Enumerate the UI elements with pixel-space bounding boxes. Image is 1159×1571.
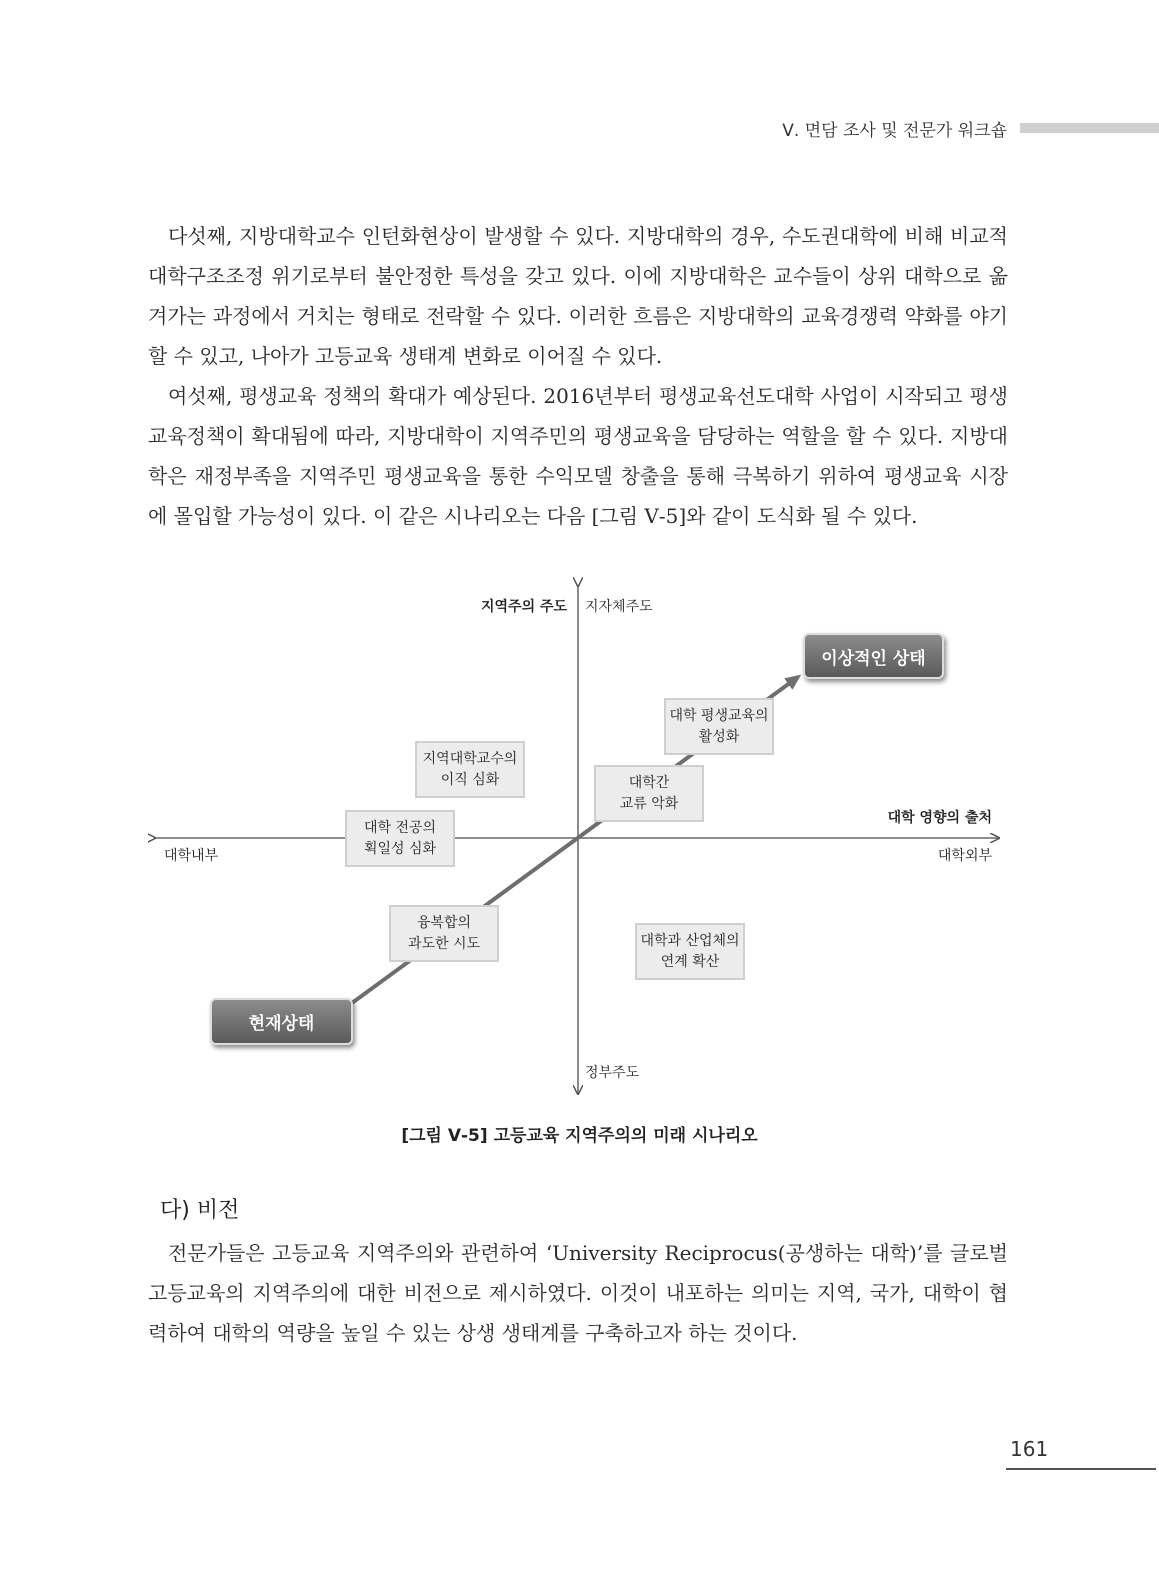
page-number: 161	[1010, 1437, 1049, 1461]
box-industry-linkage	[635, 923, 745, 980]
box-line: 이직 심화	[440, 771, 500, 788]
page-number-rule	[1006, 1468, 1156, 1470]
box-line: 과도한 시도	[407, 935, 481, 952]
box-line: 연계 확산	[660, 953, 720, 970]
x-axis-left-label: 대학내부	[164, 848, 219, 864]
body-paragraphs-1	[148, 216, 1008, 536]
paragraph: 다섯째, 지방대학교수 인턴화현상이 발생할 수 있다. 지방대학의 경우, 수도권대학에 비해 비교적 대학구조조정 위기로부터 불안정한 특성을 갖고 있다. 이에 지방대학은 교수들이 상위 대학으로 옮겨가는 과정에서 거치는 형태로 전락할 수 있다. 이러한 흐름은 지방대학의 교육경쟁력 약화를 야기할 수 있고, 나아가 고등교육 생태계 변화로 이어질 수 있다.	[148, 224, 1008, 368]
paragraph: 전문가들은 고등교육 지역주의와 관련하여 ‘University Reciprocus(공생하는 대학)’를 글로벌 고등교육의 지역주의에 대한 비전으로 제시하였다. 이것이 내포하는 의미는 지역, 국가, 대학이 협력하여 대학의 역량을 높일 수 있는 상생 생태계를 구축하고자 하는 것이다.	[148, 1241, 1008, 1345]
figure-caption: [그림 Ⅴ-5] 고등교육 지역주의의 미래 시나리오	[401, 1126, 758, 1146]
x-axis-title: 대학 영향의 출처	[887, 810, 992, 826]
box-exchange-decline	[594, 765, 704, 822]
box-faculty-turnover	[415, 741, 525, 798]
box-line: 대학 평생교육의	[669, 707, 769, 724]
header-section-title: Ⅴ. 면담 조사 및 전문가 워크숍	[782, 121, 1007, 141]
x-axis-right-label: 대학외부	[937, 848, 992, 864]
box-convergence-attempt	[389, 905, 499, 962]
header-bar	[1020, 123, 1159, 133]
box-line: 교류 악화	[619, 795, 679, 812]
body-paragraphs-2	[148, 1233, 1008, 1353]
box-line: 활성화	[698, 728, 740, 745]
paragraph: 여섯째, 평생교육 정책의 확대가 예상된다. 2016년부터 평생교육선도대학 사업이 시작되고 평생교육정책이 확대됨에 따라, 지방대학이 지역주민의 평생교육을 담당하는 역할을 할 수 있다. 지방대학은 재정부족을 지역주민 평생교육을 통한 수익모델 창출을 통해 극복하기 위하여 평생교육 시장에 몰입할 가능성이 있다. 이 같은 시나리오는 다음 [그림 Ⅴ-5]와 같이 도식화 될 수 있다.	[148, 384, 1008, 528]
section-heading: 다) 비전	[160, 1198, 240, 1223]
y-axis-title: 지역주의 주도	[481, 599, 568, 615]
box-line: 획일성 심화	[363, 840, 437, 857]
box-line: 융복합의	[416, 914, 472, 931]
box-line: 대학과 산업체의	[640, 932, 740, 949]
box-lifelong-education	[664, 698, 774, 755]
box-line: 대학 전공의	[363, 819, 437, 836]
box-line: 지역대학교수의	[422, 750, 518, 767]
end-state-box: 이상적인 상태	[803, 633, 944, 679]
scenario-figure	[148, 575, 1008, 1095]
start-state-box: 현재상태	[210, 998, 353, 1045]
y-axis-bottom-label: 정부주도	[585, 1065, 640, 1081]
box-major-uniformity	[345, 810, 455, 867]
box-line: 대학간	[628, 774, 670, 791]
y-axis-top-label: 지자체주도	[585, 599, 653, 615]
